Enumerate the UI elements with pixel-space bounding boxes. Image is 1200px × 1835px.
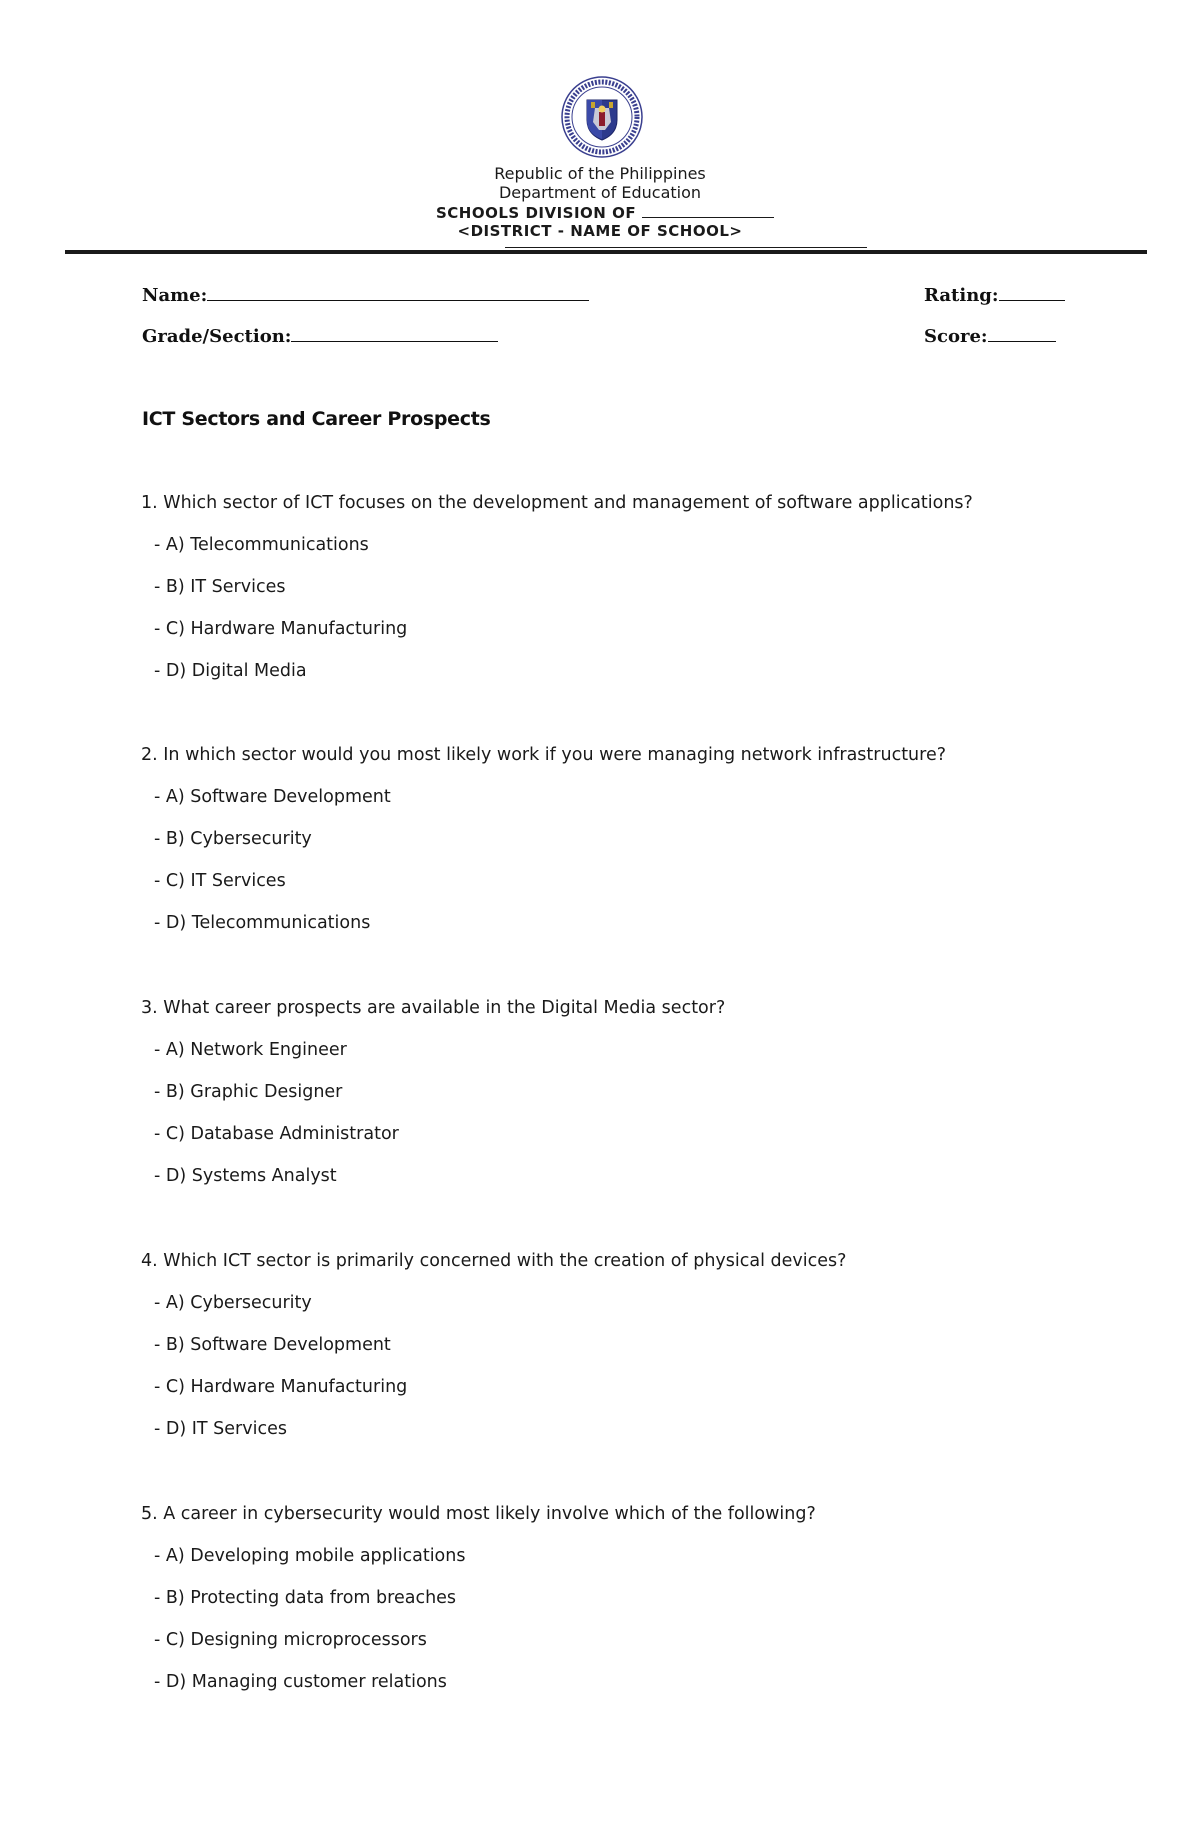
question-4-option-a: - A) Cybersecurity (154, 1293, 312, 1313)
schools-division-label: SCHOOLS DIVISION OF (436, 204, 637, 222)
grade-section-label: Grade/Section: (142, 326, 292, 347)
header-divider (65, 250, 1147, 254)
grade-section-field (142, 325, 498, 347)
schools-division-heading (436, 203, 774, 222)
question-5-option-a: - A) Developing mobile applications (154, 1546, 466, 1566)
score-field (924, 325, 1056, 347)
name-label: Name: (142, 285, 208, 306)
name-field (142, 284, 589, 306)
question-3-option-c: - C) Database Administrator (154, 1124, 399, 1144)
question-3-option-b: - B) Graphic Designer (154, 1082, 343, 1102)
question-1-option-b: - B) IT Services (154, 577, 286, 597)
quiz-title: ICT Sectors and Career Prospects (142, 408, 491, 430)
grade-section-blank-line[interactable] (291, 325, 498, 342)
question-5: 5. A career in cybersecurity would most likely involve which of the following? (141, 1504, 816, 1524)
schools-division-blank (642, 203, 774, 218)
district-school-heading: <DISTRICT - NAME OF SCHOOL> (457, 222, 743, 240)
question-1: 1. Which sector of ICT focuses on the development and management of software applications? (141, 493, 973, 513)
question-3: 3. What career prospects are available in the Digital Media sector? (141, 998, 726, 1018)
question-2-option-a: - A) Software Development (154, 787, 391, 807)
deped-seal-logo (561, 76, 643, 158)
rating-label: Rating: (924, 285, 999, 306)
question-5-option-b: - B) Protecting data from breaches (154, 1588, 457, 1608)
question-2-option-c: - C) IT Services (154, 871, 286, 891)
question-5-option-d: - D) Managing customer relations (154, 1672, 447, 1692)
question-2-option-d: - D) Telecommunications (154, 913, 371, 933)
question-1-option-d: - D) Digital Media (154, 661, 307, 681)
question-1-option-c: - C) Hardware Manufacturing (154, 619, 408, 639)
question-2-option-b: - B) Cybersecurity (154, 829, 312, 849)
rating-field (924, 284, 1065, 306)
department-heading: Department of Education (498, 183, 702, 202)
question-4: 4. Which ICT sector is primarily concerned with the creation of physical devices? (141, 1251, 847, 1271)
question-3-option-a: - A) Network Engineer (154, 1040, 347, 1060)
question-2: 2. In which sector would you most likely work if you were managing network infrastructure? (141, 745, 947, 765)
question-4-option-d: - D) IT Services (154, 1419, 287, 1439)
rating-blank-line[interactable] (999, 284, 1065, 301)
score-label: Score: (924, 326, 988, 347)
score-blank-line[interactable] (988, 325, 1056, 342)
question-4-option-b: - B) Software Development (154, 1335, 391, 1355)
name-blank-line[interactable] (207, 284, 589, 301)
header-thin-rule (505, 247, 867, 248)
question-3-option-d: - D) Systems Analyst (154, 1166, 337, 1186)
question-4-option-c: - C) Hardware Manufacturing (154, 1377, 408, 1397)
question-5-option-c: - C) Designing microprocessors (154, 1630, 427, 1650)
republic-heading: Republic of the Philippines (494, 164, 706, 183)
question-1-option-a: - A) Telecommunications (154, 535, 369, 555)
